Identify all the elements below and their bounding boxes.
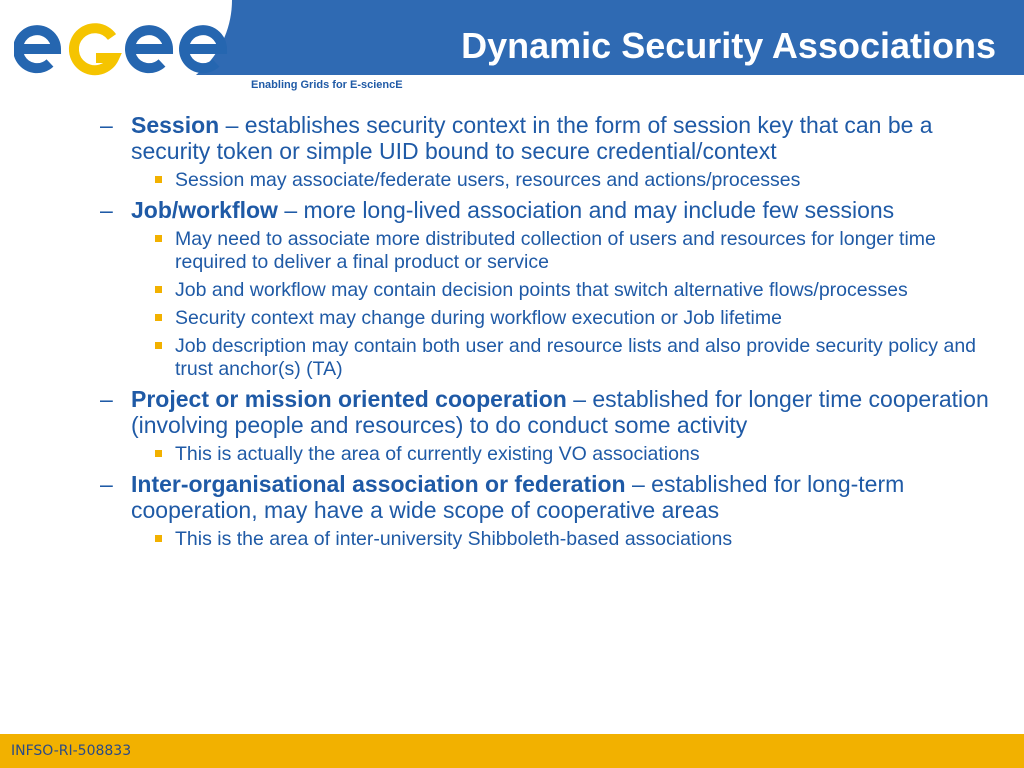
- sub-item-text: This is the area of inter-university Shibboleth-based associations: [175, 528, 733, 550]
- item-text: – establishes security context in the form of session key that can be a security token or simple UID bound to secure credential/context: [131, 112, 933, 164]
- sub-list-item: [100, 228, 995, 274]
- square-bullet-icon: [155, 235, 162, 242]
- sub-item-text: Job and workflow may contain decision points that switch alternative flows/processes: [175, 279, 908, 301]
- dash-marker: –: [100, 112, 113, 138]
- square-bullet-icon: [155, 450, 162, 457]
- square-bullet-icon: [155, 535, 162, 542]
- egee-logo: [14, 18, 240, 80]
- sub-list-item: [100, 443, 995, 466]
- item-term: Session: [131, 112, 220, 138]
- sub-list-item: [100, 307, 995, 330]
- item-text: – established for longer time cooperation (involving people and resources) to do conduct some activity: [131, 386, 989, 438]
- square-bullet-icon: [155, 176, 162, 183]
- list-item-session: [100, 112, 995, 164]
- slide-content: [100, 112, 995, 556]
- sub-item-text: May need to associate more distributed collection of users and resources for longer time required to deliver a final product or service: [175, 228, 936, 273]
- item-term: Inter-organisational association or federation: [131, 471, 626, 497]
- dash-marker: –: [100, 386, 113, 412]
- list-item-project-cooperation: [100, 386, 995, 438]
- footer-bar: [0, 734, 1024, 768]
- sub-list-item: [100, 169, 995, 192]
- item-text: – established for long-term cooperation, may have a wide scope of cooperative areas: [131, 471, 905, 523]
- item-term: Project or mission oriented cooperation: [131, 386, 567, 412]
- square-bullet-icon: [155, 314, 162, 321]
- sub-list-item: [100, 335, 995, 381]
- sub-item-text: Job description may contain both user and resource lists and also provide security policy and trust anchor(s) (TA): [175, 335, 977, 380]
- sub-item-text: This is actually the area of currently existing VO associations: [175, 443, 700, 465]
- sub-list-item: [100, 528, 995, 551]
- item-text: – more long-lived association and may include few sessions: [277, 197, 895, 223]
- list-item-inter-organisational: [100, 471, 995, 523]
- sub-item-text: Security context may change during workflow execution or Job lifetime: [175, 307, 782, 329]
- page-title: Dynamic Security Associations: [461, 25, 996, 66]
- sub-list-item: [100, 279, 995, 302]
- dash-marker: –: [100, 471, 113, 497]
- dash-marker: –: [100, 197, 113, 223]
- list-item-job-workflow: [100, 197, 995, 223]
- square-bullet-icon: [155, 286, 162, 293]
- item-term: Job/workflow: [131, 197, 278, 223]
- tagline: Enabling Grids for E-sciencE: [251, 79, 403, 91]
- footer-project-id: INFSO-RI-508833: [11, 743, 132, 759]
- sub-item-text: Session may associate/federate users, resources and actions/processes: [175, 169, 801, 191]
- square-bullet-icon: [155, 342, 162, 349]
